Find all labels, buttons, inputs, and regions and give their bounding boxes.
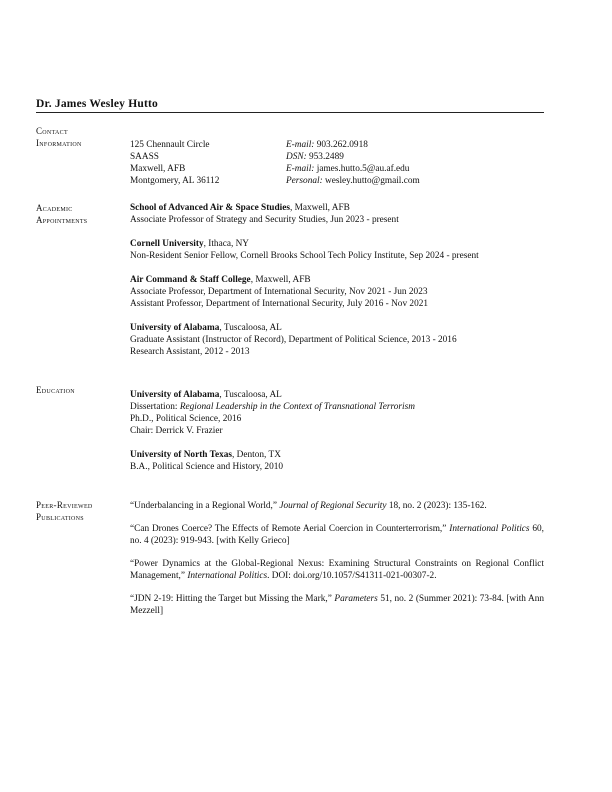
address-line: SAASS [130,152,159,162]
dissertation-prefix: Dissertation: [130,402,180,412]
org-name: School of Advanced Air & Space Studies [130,203,290,213]
appointments-list [130,202,544,370]
appointments-section-label [36,202,87,226]
org-location: , Ithaca, NY [203,239,250,249]
degree-line: Ph.D., Political Science, 2016 [130,414,242,424]
pub-title: “JDN 2-19: Hitting the Target but Missing the Mark,” [130,594,335,604]
education-list [130,389,544,485]
address-line: Maxwell, AFB [130,164,186,174]
publications-list [130,500,544,628]
contact-address [130,139,219,187]
degree-line: B.A., Political Science and History, 2010 [130,462,284,472]
position-line: Graduate Assistant (Instructor of Record), Department of Political Science, 2013 - 2016 [130,335,457,345]
contact-key: DSN: [286,152,307,162]
org-location: , Tuscaloosa, AL [219,323,282,333]
appointment-entry [130,322,544,358]
contact-dsn [286,151,420,163]
pub-details: 51, no. 2 (Summer 2021): 73-84. [with Ann Mezzell] [130,594,544,616]
address-line: Montgomery, AL 36112 [130,176,220,186]
publication-item [130,500,544,512]
title-rule [36,112,544,113]
pub-journal: Parameters [334,594,378,604]
org-location: , Maxwell, AFB [250,275,311,285]
pub-details: 18, no. 2 (2023): 135-162. [386,501,487,511]
appointment-entry [130,238,544,262]
appointment-entry [130,202,544,226]
pub-journal: Journal of Regional Security [279,501,387,511]
address-line: 125 Chennault Circle [130,140,210,150]
org-location: , Maxwell, AFB [289,203,350,213]
pub-title: “Underbalancing in a Regional World,” [130,501,280,511]
school-location: , Denton, TX [232,450,281,460]
contact-key: E-mail: [286,164,315,174]
pub-title: “Can Drones Coerce? The Effects of Remote Aerial Coercion in Counterterrorism,” [130,524,450,534]
contact-email [286,163,420,175]
position-line: Non-Resident Senior Fellow, Cornell Brooks School Tech Policy Institute, Sep 2024 - present [130,251,479,261]
position-line: Research Assistant, 2012 - 2013 [130,347,250,357]
education-section-label [36,384,75,396]
pub-journal: International Politics [449,524,530,534]
contact-personal [286,175,420,187]
publication-item [130,523,544,547]
label-line: Information [36,138,82,148]
school-name: University of North Texas [130,450,233,460]
appointment-entry [130,274,544,310]
dissertation-title: Regional Leadership in the Context of Transnational Terrorism [179,402,415,412]
contact-key: Personal: [286,176,323,186]
cv-name: Dr. James Wesley Hutto [36,98,158,110]
position-line: Associate Professor, Department of International Security, Nov 2021 - Jun 2023 [130,287,428,297]
contact-key: E-mail: [286,140,315,150]
publications-section-label [36,499,93,523]
label-line: Peer-Reviewed [36,500,93,510]
contact-section-label [36,125,82,149]
pub-journal: International Politics [187,571,268,581]
degree-line: Chair: Derrick V. Frazier [130,426,223,436]
publication-item [130,558,544,582]
education-entry [130,389,544,437]
pub-title: “Power Dynamics at the Global-Regional Nexus: Examining Structural Constraints on Regional Conflict Management,” [130,559,544,581]
school-name: University of Alabama [130,390,220,400]
label-line: Publications [36,512,84,522]
pub-details: 60, no. 4 (2023): 919-943. [with Kelly Grieco] [130,524,544,546]
contact-phone [286,139,420,151]
label-line: Education [36,385,75,395]
label-line: Appointments [36,215,88,225]
publication-item [130,593,544,617]
label-line: Academic [36,203,73,213]
contact-details [286,139,420,187]
org-name: Cornell University [130,239,204,249]
position-line: Associate Professor of Strategy and Security Studies, Jun 2023 - present [130,215,399,225]
label-line: Contact [36,126,68,136]
contact-value: wesley.hutto@gmail.com [322,176,420,186]
position-line: Assistant Professor, Department of International Security, July 2016 - Nov 2021 [130,299,429,309]
contact-value: 953.2489 [306,152,344,162]
education-entry [130,449,544,473]
org-name: Air Command & Staff College [130,275,251,285]
org-name: University of Alabama [130,323,220,333]
school-location: , Tuscaloosa, AL [219,390,282,400]
contact-value: 903.262.0918 [314,140,368,150]
contact-value: james.hutto.5@au.af.edu [314,164,410,174]
pub-details: . DOI: doi.org/10.1057/S41311-021-00307-2. [267,571,437,581]
